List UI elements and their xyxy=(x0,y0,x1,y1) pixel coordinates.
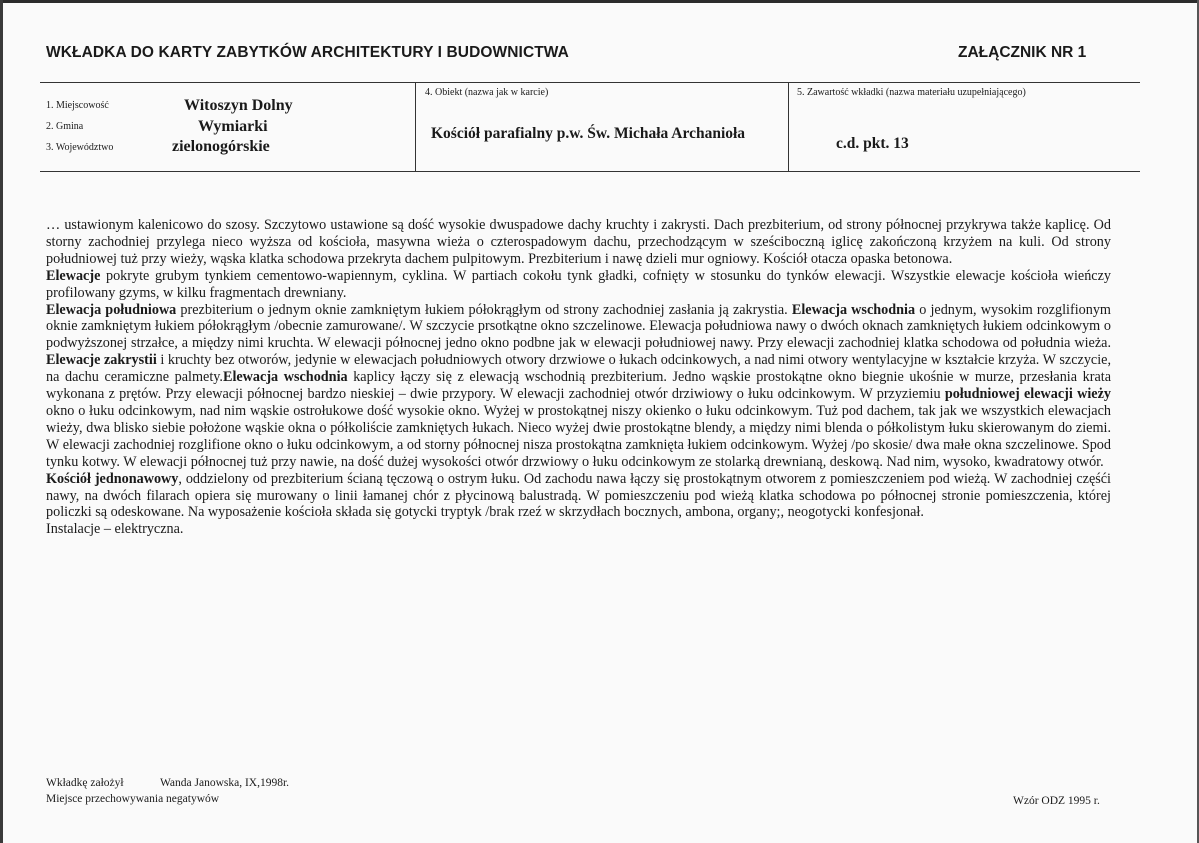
content-value: c.d. pkt. 13 xyxy=(836,135,909,152)
paragraph-installations: Instalacje – elektryczna. xyxy=(46,521,184,538)
description-text xyxy=(46,217,1111,538)
gmina-label: 2. Gmina xyxy=(46,121,84,132)
page-edge-left xyxy=(0,0,3,843)
document-title: WKŁADKA DO KARTY ZABYTKÓW ARCHITEKTURY I BUDOWNICTWA xyxy=(46,44,569,61)
paragraph-elevation-text-4: kaplicy łączy się z elewacją wschodnią prezbiterium. Jedno wąskie prostokątne okno biegnie ukośnie w murze, przesłania krata wykonana z prętów. Przy elewacji północnej bardzo nieskiej – dwie przypory. W elewacji zachodniej otwór drziwiowy o łuku odcinkowym. W przyziemiu xyxy=(46,369,1111,403)
form-divider-2 xyxy=(788,82,789,172)
content-label: 5. Zawartość wkładki (nazwa materiału uzupełniającego) xyxy=(797,87,1026,98)
miejscowosc-label: 1. Miejscowość xyxy=(46,100,109,111)
author-label: Wkładkę założył xyxy=(46,777,124,789)
object-value: Kościół parafialny p.w. Św. Michała Archanioła xyxy=(431,125,746,142)
paragraph-elevation-text-3: i kruchty bez otworów, jedynie w elewacjach południowych otwory drzwiowe o łukach odcinkowych, a nad nimi otwory wentylacyjne w kształcie krzyża. W szczycie, na dachu ceramiczne palmety. xyxy=(46,352,1111,386)
paragraph-elevation-text-5: okno o łuku odcinkowym, nad nim wąskie ostrołukowe dość wysokie okno. Wyżej w prostokątnej niszy okienko o łuku odcinkowym. Tuż pod dachem, tak jak we wszystkich elewacjach wieży, dwa blisko siebie położone wąskie okna o półkoliście zamkniętych łukach. Nieco wyżej dwie prostokątne blendy, a między nimi blenda o półkolistym łuku skierowanym do ziemi. W elewacji zachodniej rozglifione okno o łuku odcinkowym, a od storny północnej nisza prostokątna zamknięta łukiem odcinkowym. Wyżej /po skosie/ dwa małe okna szczelinowe. Spod tynku kotwy. W elewacji północnej tuż przy nawie, na dość dużej wysokości otwór drzwiowy o łuku odcinkowym ze stolarką drewnianą, deskową. Nad nim, wysoko, kwadratowy otwór. xyxy=(46,402,1111,470)
heading-elewacja-poludniowa: Elewacja południowa xyxy=(46,301,177,318)
heading-elewacja-wschodnia-kaplicy: Elewacja wschodnia xyxy=(222,369,348,386)
paragraph-elevations xyxy=(46,268,1111,302)
paragraph-elevation-details xyxy=(46,302,1111,471)
paragraph-elevation-text-1: prezbiterium o jednym oknie zamkniętym łukiem półokrągłym od strony zachodniej zasłania ją zakrystia. xyxy=(176,301,792,318)
paragraph-elevation-text-2: o jednym, wysokim rozglifionym oknie zamkniętym łukiem półokrągłym /obecnie zamurowane/. W szczycie prsotkątne okno szczelinowe. Elewacja południowa nawy o dwóch oknach zamkniętych łukiem odcinkowym o podwyższonej strzałce, a między nimi kruchta. W elewacji północnej jedno okno podbne jak w elewacji południowej nawy. Przy elewacji zachodniej klatka schodowa od południa wieża. xyxy=(46,301,1111,352)
wojewodztwo-value: zielonogórskie xyxy=(172,138,270,155)
wojewodztwo-label: 3. Województwo xyxy=(46,142,114,153)
paragraph-interior xyxy=(46,471,1111,522)
form-template-version: Wzór ODZ 1995 r. xyxy=(1013,795,1100,807)
form-divider-1 xyxy=(415,82,416,172)
paragraph-exterior: … ustawionym kalenicowo do szosy. Szczytowo ustawione są dość wysokie dwuspadowe dachy kruchty i zakrysti. Dach prezbiterium, od strony północnej przykrywa także kaplicę. Od storny zachodniej przylega nieco wyższa od kościoła, masywna wieża o czterospadowym dachu, przechodzącym w sześciboczną iglicę zakończoną krzyżem na kuli. Od strony południowej tuż przy wieży, wąska klatka schodowa przekryta dachem pulpitowym. Prezbiterium i nawę dzieli mur ogniowy. Kościół otacza opaska betonowa. xyxy=(46,217,1111,267)
gmina-value: Wymiarki xyxy=(198,118,268,135)
object-label: 4. Obiekt (nazwa jak w karcie) xyxy=(425,87,549,98)
heading-poludniowa-elewacja-wiezy: południowej elewacji wieży xyxy=(944,386,1111,403)
heading-elewacje: Elewacje xyxy=(46,267,101,284)
miejscowosc-value: Witoszyn Dolny xyxy=(184,97,293,114)
annex-number: ZAŁĄCZNIK NR 1 xyxy=(958,44,1087,61)
heading-elewacja-wschodnia: Elewacja wschodnia xyxy=(791,301,916,318)
form-top-border xyxy=(40,82,1140,83)
heading-elewacje-zakrystii: Elewacje zakrystii xyxy=(46,352,157,369)
page-edge-top xyxy=(0,0,1199,3)
heading-kosciol-jednonawowy: Kościół jednonawowy xyxy=(46,470,179,487)
negatives-storage-label: Miejsce przechowywania negatywów xyxy=(46,793,220,805)
paragraph-interior-text: , oddzielony od prezbiterium ścianą tęczową o ostrym łuku. Od zachodu nawa łączy się prostokątnym otworem z pomieszczeniem pod wieżą. W zachodniej częśći nawy, na dwóch filarach opiera się murowany o linii łamanej chór z płycinową balustradą. W pomieszczeniu pod wieżą klatka schodowa po północnej stronie pomieszczenia, której policzki są odeskowane. Na wyposażenie kościoła składa się gotycki tryptyk /brak rzeź w skrzydłach bocznych, ambona, organy;, neogotycki konfesjonał. xyxy=(46,470,1111,521)
author-value: Wanda Janowska, IX,1998r. xyxy=(160,777,290,789)
form-bottom-border xyxy=(40,171,1140,172)
paragraph-elevations-text: pokryte grubym tynkiem cementowo-wapiennym, cyklina. W partiach cokołu tynk gładki, cofnięty w stosunku do tynków elewacji. Wszystkie elewacje kościoła wieńczy profilowany gzyms, w kilku fragmentach drewniany. xyxy=(46,267,1111,301)
